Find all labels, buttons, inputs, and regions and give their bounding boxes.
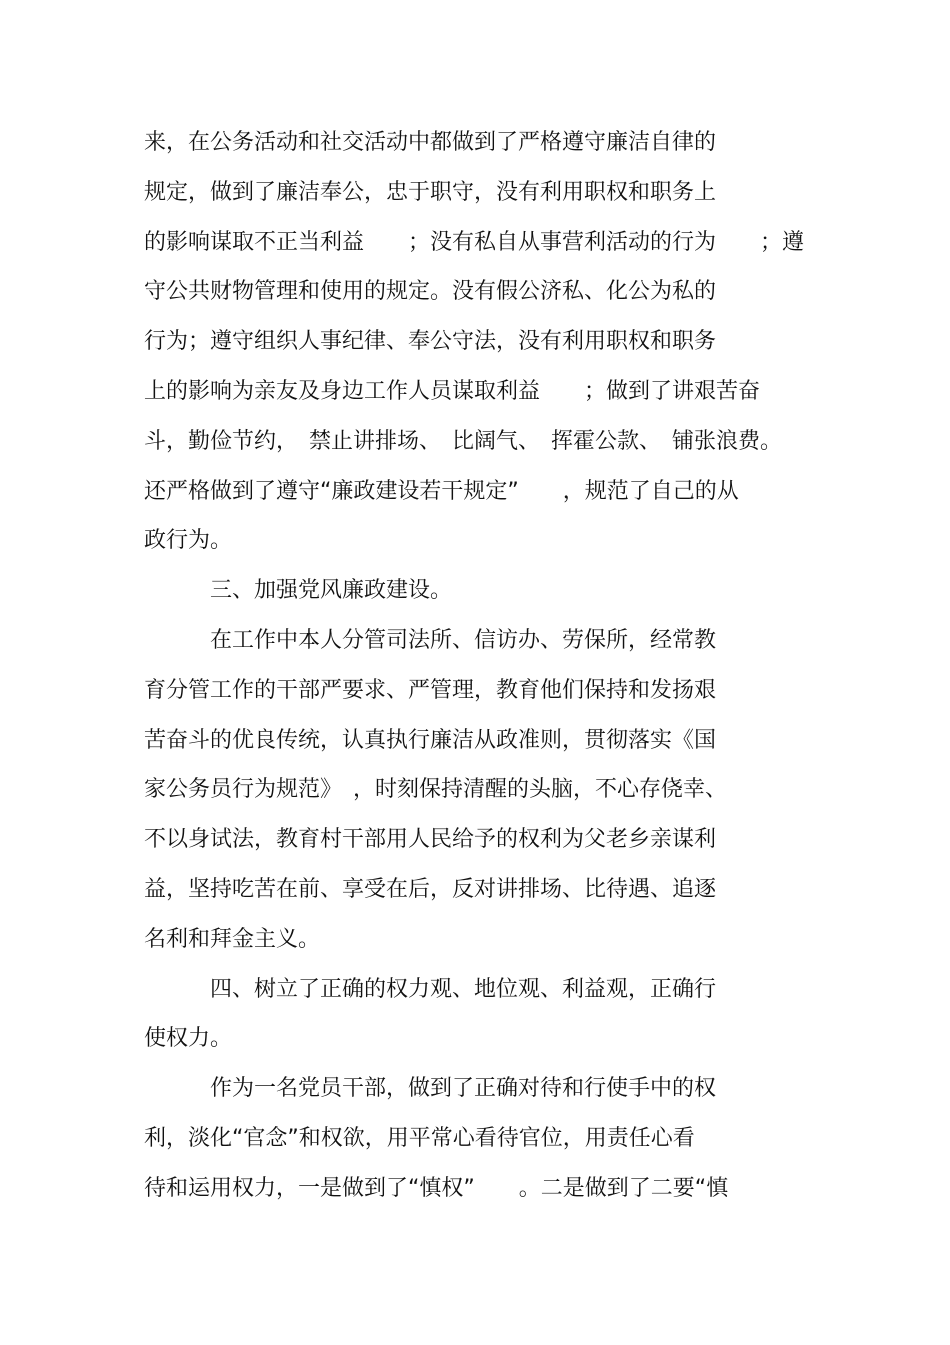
text-line: 行为；遵守组织人事纪律、奉公守法，没有利用职权和职务 xyxy=(144,329,717,355)
body-text xyxy=(144,118,824,1214)
text-line: 上的影响为亲友及身边工作人员谋取利益 ；做到了讲艰苦奋 xyxy=(144,378,761,404)
text-line: 家公务员行为规范》 ，时刻保持清醒的头脑，不心存侥幸、 xyxy=(144,777,728,803)
text-line: 益，坚持吃苦在前、享受在后，反对讲排场、比待遇、追逐 xyxy=(144,876,717,902)
text-line: 作为一名党员干部，做到了正确对待和行使手中的权 xyxy=(144,1076,717,1102)
text-line: 待和运用权力，一是做到了“慎权” 。二是做到了二要“慎 xyxy=(144,1175,729,1201)
text-line: 守公共财物管理和使用的规定。没有假公济私、化公为私的 xyxy=(144,279,717,305)
text-line: 政行为。 xyxy=(144,528,233,554)
section-heading: 四、树立了正确的权力观、地位观、利益观，正确行 xyxy=(144,976,717,1002)
text-line: 育分管工作的干部严要求、严管理，教育他们保持和发扬艰 xyxy=(144,677,717,703)
text-line: 使权力。 xyxy=(144,1026,233,1052)
text-line: 的影响谋取不正当利益 ；没有私自从事营利活动的行为 ；遵 xyxy=(144,229,805,255)
text-line: 还严格做到了遵守“廉政建设若干规定” ，规范了自己的从 xyxy=(144,478,739,504)
text-line: 规定，做到了廉洁奉公，忠于职守，没有利用职权和职务上 xyxy=(144,179,717,205)
text-line: 来，在公务活动和社交活动中都做到了严格遵守廉洁自律的 xyxy=(144,130,717,155)
section-heading: 三、加强党风廉政建设。 xyxy=(144,578,453,604)
text-line: 不以身试法，教育村干部用人民给予的权利为父老乡亲谋利 xyxy=(144,827,717,853)
text-line: 在工作中本人分管司法所、信访办、劳保所，经常教 xyxy=(144,627,717,653)
text-line: 苦奋斗的优良传统，认真执行廉洁从政准则，贯彻落实《国 xyxy=(144,727,717,753)
text-line: 利，淡化“官念”和权欲，用平常心看待官位，用责任心看 xyxy=(144,1125,695,1151)
text-line: 名利和拜金主义。 xyxy=(144,926,321,952)
text-line: 斗，勤俭节约， 禁止讲排场、 比阔气、 挥霍公款、 铺张浪费。 xyxy=(144,428,783,454)
